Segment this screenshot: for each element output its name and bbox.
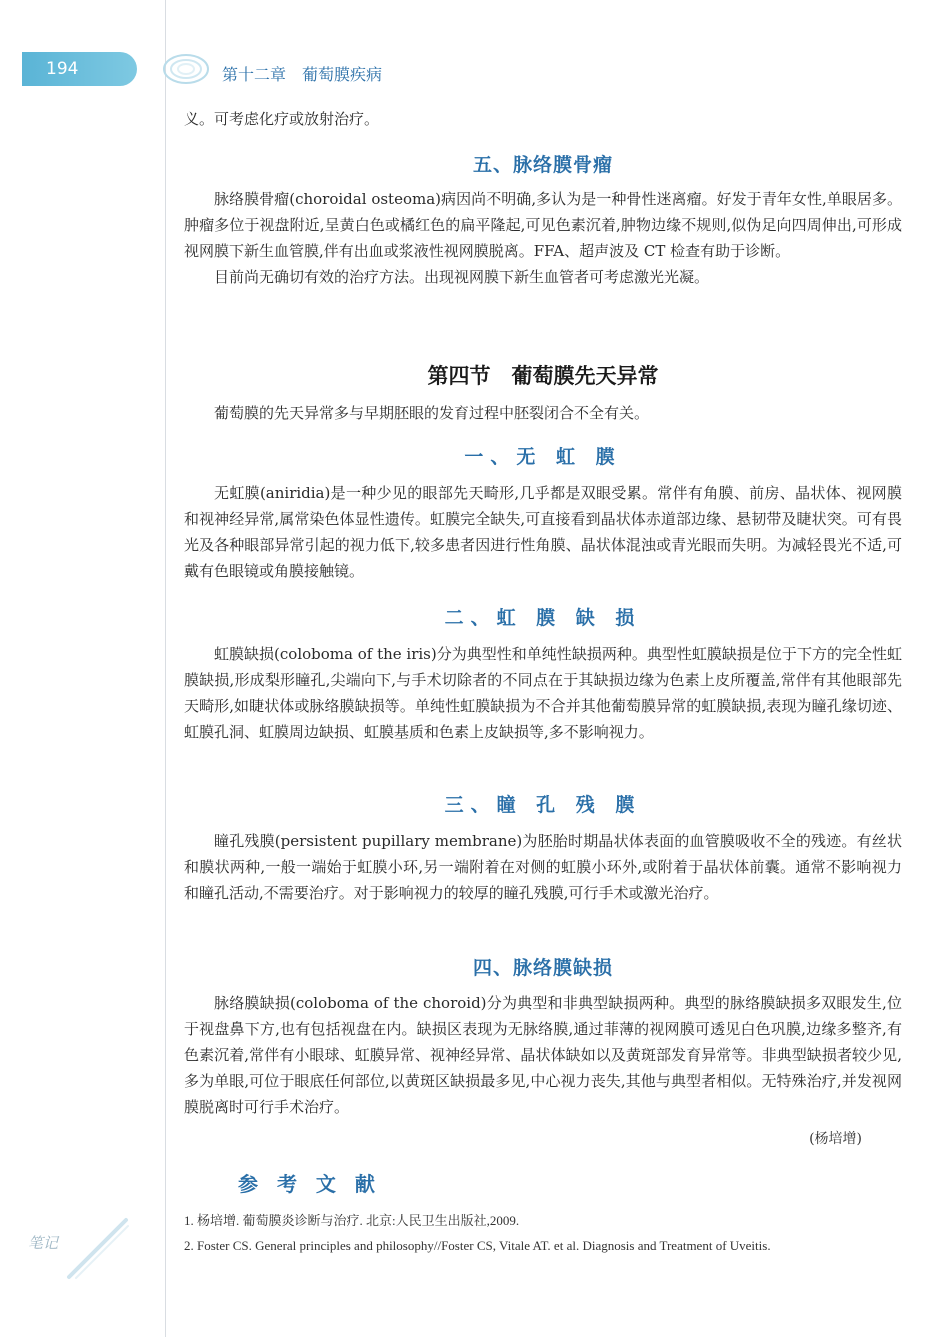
coloboma-iris-body: [184, 641, 902, 745]
aniridia-body: [184, 480, 902, 584]
section4-intro-block: [184, 400, 902, 426]
notes-label: 笔记: [28, 1234, 59, 1252]
pen-icon: [64, 1212, 134, 1282]
author-credit: (杨培增): [809, 1131, 862, 1147]
references-heading: 参 考 文 献: [238, 1172, 381, 1196]
heading-coloboma-choroid: 四、脉络膜缺损: [472, 957, 613, 979]
aniridia-paragraph: 无虹膜(aniridia)是一种少见的眼部先天畸形,几乎都是双眼受累。常伴有角膜、前房、晶状体、视网膜和视神经异常,属常染色体显性遗传。虹膜完全缺失,可直接看到晶状体赤道部边缘、悬韧带及睫状突。可有畏光及各种眼部异常引起的视力低下,较多患者因进行性角膜、晶状体混浊或青光眼而失明。为减轻畏光不适,可戴有色眼镜或角膜接触镜。: [184, 484, 902, 580]
osteoma-paragraph-2: 目前尚无确切有效的治疗方法。出现视网膜下新生血管者可考虑激光光凝。: [214, 268, 710, 286]
coloboma-choroid-paragraph: 脉络膜缺损(coloboma of the choroid)分为典型和非典型缺损两种。典型的脉络膜缺损多双眼发生,位于视盘鼻下方,也有包括视盘在内。缺损区表现为无脉络膜,通过菲薄的视网膜可透见白色巩膜,边缘多整齐,有色素沉着,常伴有小眼球、虹膜异常、视神经异常、晶状体缺如以及黄斑部发育异常等。非典型缺损者较少见,多为单眼,可位于眼底任何部位,以黄斑区缺损最多见,中心视力丧失,其他与典型者相似。无特殊治疗,并发视网膜脱离时可行手术治疗。: [184, 994, 902, 1116]
reference-item: 2. Foster CS. General principles and philosophy//Foster CS, Vitale AT. et al. Diagnosis and Treatment of Uveitis.: [184, 1238, 771, 1253]
heading-section-4: 第四节 葡萄膜先天异常: [427, 364, 659, 388]
coloboma-choroid-body: [184, 990, 902, 1120]
heading-pupillary-membrane: 三、瞳 孔 残 膜: [444, 794, 642, 816]
page-number-badge: 194: [22, 52, 137, 86]
osteoma-body: [184, 186, 902, 290]
intro-line: 义。可考虑化疗或放射治疗。: [184, 110, 380, 128]
intro-line-block: [184, 106, 902, 132]
osteoma-paragraph-1: 脉络膜骨瘤(choroidal osteoma)病因尚不明确,多认为是一种骨性迷离瘤。好发于青年女性,单眼居多。肿瘤多位于视盘附近,呈黄白色或橘红色的扁平隆起,可见色素沉着,肿物边缘不规则,似伪足向四周伸出,可形成视网膜下新生血管膜,伴有出血或浆液性视网膜脱离。FFA、超声波及 CT 检查有助于诊断。: [184, 190, 902, 260]
reference-item: 1. 杨培增. 葡萄膜炎诊断与治疗. 北京:人民卫生出版社,2009.: [184, 1213, 520, 1228]
heading-osteoma: 五、脉络膜骨瘤: [472, 154, 613, 176]
coloboma-iris-paragraph: 虹膜缺损(coloboma of the iris)分为典型性和单纯性缺损两种。典型性虹膜缺损是位于下方的完全性虹膜缺损,形成梨形瞳孔,尖端向下,与手术切除者的不同点在于其缺损边缘为色素上皮所覆盖,常伴有其他眼部先天畸形,如睫状体或脉络膜缺损等。单纯性虹膜缺损为不合并其他葡萄膜异常的虹膜缺损,表现为瞳孔缘切迹、虹膜孔洞、虹膜周边缺损、虹膜基质和色素上皮缺损等,多不影响视力。: [184, 645, 902, 741]
section4-intro: 葡萄膜的先天异常多与早期胚眼的发育过程中胚裂闭合不全有关。: [214, 404, 650, 422]
pupillary-paragraph: 瞳孔残膜(persistent pupillary membrane)为胚胎时期晶状体表面的血管膜吸收不全的残迹。有丝状和膜状两种,一般一端始于虹膜小环,另一端附着在对侧的虹膜小环外,或附着于晶状体前囊。通常不影响视力和瞳孔活动,不需要治疗。对于影响视力的较厚的瞳孔残膜,可行手术或激光治疗。: [184, 832, 902, 902]
heading-aniridia: 一、无 虹 膜: [464, 446, 622, 468]
chapter-title: 第十二章 葡萄膜疾病: [222, 65, 383, 84]
pupillary-body: [184, 828, 902, 906]
swirl-icon: [160, 44, 220, 94]
margin-divider: [165, 0, 166, 1337]
heading-coloboma-iris: 二、虹 膜 缺 损: [444, 607, 642, 629]
